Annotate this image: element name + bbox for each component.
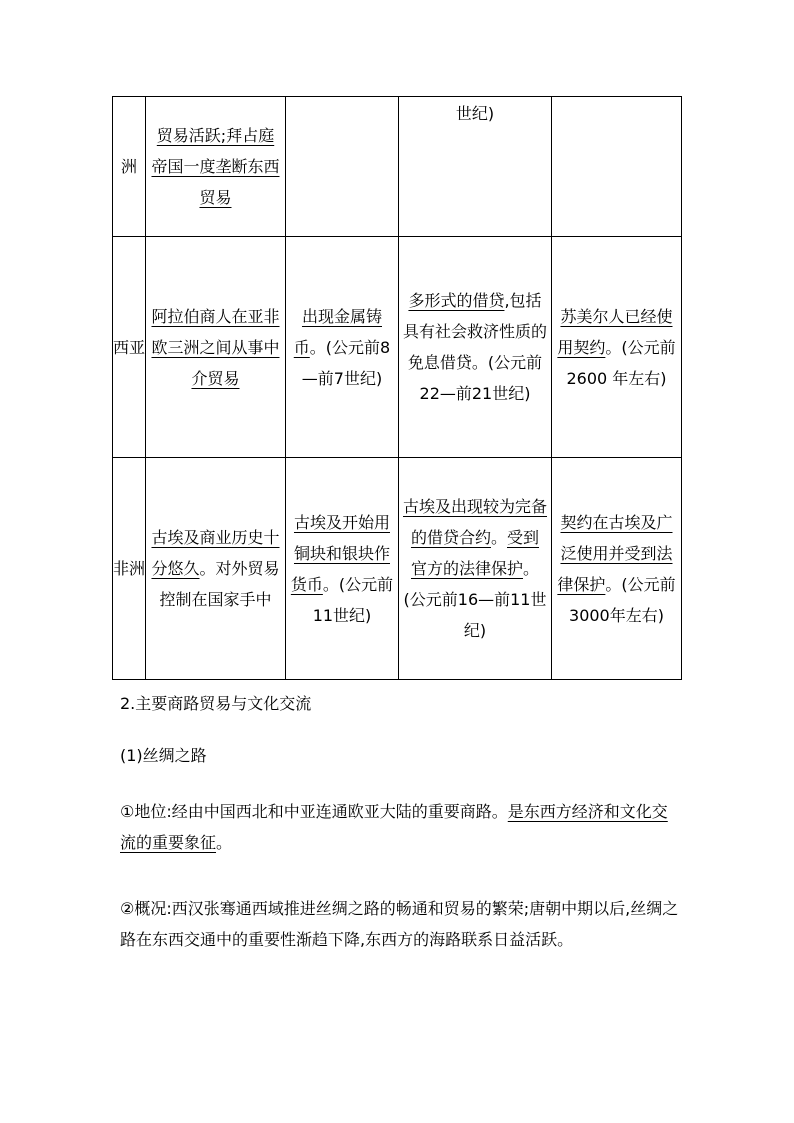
underlined-text: 古埃及出现较为完备的借贷合约 [403, 497, 548, 547]
text-run: 。(公元前16—前11世纪) [403, 559, 547, 640]
underlined-text: 受到官方的法律保护 [410, 528, 540, 578]
text-run: 。(公元前8—前7世纪) [301, 337, 391, 388]
underlined-text: 是东西方经济和文化交流的重要象征 [120, 802, 668, 852]
table-row [113, 237, 682, 458]
text-run: ①地位:经由中国西北和中亚连通欧亚大陆的重要商路。 [120, 802, 508, 821]
history-comparison-table [112, 96, 682, 680]
underlined-text: 阿拉伯商人在亚非欧三洲之间从事中介贸易 [151, 306, 280, 388]
currency-cell [286, 237, 399, 458]
region-cell: 非洲 [113, 458, 146, 680]
table-row [113, 97, 682, 237]
contract-cell [552, 237, 682, 458]
credit-cell [399, 97, 552, 237]
currency-cell [286, 458, 399, 680]
sub-title: (1)丝绸之路 [120, 746, 207, 765]
section-title: 2.主要商路贸易与文化交流 [120, 694, 312, 713]
underlined-text: 契约在古埃及广泛使用并受到法律保护 [557, 512, 673, 594]
text-run: 世纪) [455, 104, 495, 123]
underlined-text: 古埃及商业历史十分悠久 [151, 528, 280, 578]
commerce-cell [146, 97, 286, 237]
underlined-text: 多形式的借贷 [408, 291, 505, 310]
text-run: 。(公元前 2600 年左右) [566, 337, 676, 388]
underlined-text: 出现金属铸币 [293, 306, 382, 357]
text-run: ,包括具有社会救济性质的免息借贷。(公元前22—前21世纪) [403, 291, 548, 403]
text-run: 。(公元前11世纪) [312, 574, 394, 625]
region-cell: 西亚 [113, 237, 146, 458]
text-run: 。 [216, 833, 233, 852]
paragraph-overview [120, 893, 680, 955]
underlined-text: 贸易活跃;拜占庭帝国一度垄断东西贸易 [151, 126, 280, 207]
text-run: ②概况:西汉张骞通西域推进丝绸之路的畅通和贸易的繁荣;唐朝中期以后,丝绸之路在东西交通中的重要性渐趋下降,东西方的海路联系日益活跃。 [120, 899, 679, 949]
table-row [113, 458, 682, 680]
contract-cell [552, 458, 682, 680]
paragraph-status [120, 796, 680, 858]
credit-cell [399, 237, 552, 458]
commerce-cell [146, 458, 286, 680]
text-run: 。 [490, 528, 507, 547]
contract-cell [552, 97, 682, 237]
commerce-cell [146, 237, 286, 458]
underlined-text: 古埃及开始用铜块和银块作货币 [290, 512, 390, 594]
text-run: 。(公元前3000年左右) [569, 574, 676, 625]
text-run: 。对外贸易控制在国家手中 [159, 559, 280, 609]
credit-cell [399, 458, 552, 680]
currency-cell [286, 97, 399, 237]
region-cell: 洲 [113, 97, 146, 237]
underlined-text: 苏美尔人已经使用契约 [557, 306, 673, 357]
